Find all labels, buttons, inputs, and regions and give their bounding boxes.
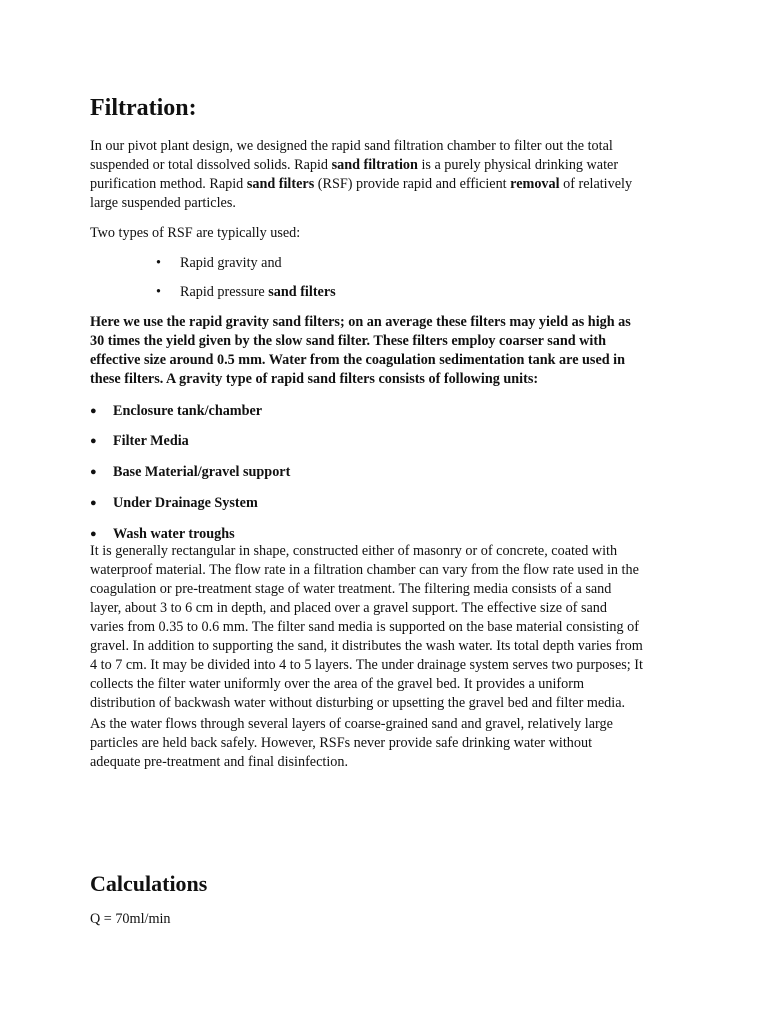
section-title-calculations: Calculations: [90, 871, 208, 896]
bold-paragraph-line: Here we use the rapid gravity sand filters; on an average these filters may yield as high as: [90, 314, 631, 330]
section-title-filtration: Filtration:: [90, 95, 197, 121]
description-line: varies from 0.35 to 0.6 mm. The filter sand media is supported on the base material consisting of: [90, 619, 639, 635]
description-line: distribution of backwash water without disturbing or upsetting the gravel bed and filter media.: [90, 695, 626, 711]
intro-text: suspended or total dissolved solids. Rapid: [90, 157, 332, 173]
bullet-icon: ●: [90, 405, 97, 417]
intro-text: large suspended particles.: [90, 195, 236, 211]
description-line: waterproof material. The flow rate in a filtration chamber can vary from the flow rate used in the: [90, 562, 639, 578]
bold-paragraph-line: effective size around 0.5 mm. Water from the coagulation sedimentation tank are used in: [90, 352, 626, 368]
flow-rate-formula: Q = 70ml/min: [90, 911, 171, 927]
intro-text: purification method. Rapid: [90, 176, 247, 192]
intro-line-3: [90, 175, 632, 194]
bullet-icon: ●: [90, 497, 97, 509]
list-item-text: Filter Media: [113, 433, 189, 449]
description-line: 4 to 7 cm. It may be divided into 4 to 5 layers. The under drainage system serves two purposes; It: [90, 657, 643, 673]
list-item-text: Under Drainage System: [113, 495, 258, 511]
intro-text: of relatively: [559, 176, 633, 192]
intro-text: (RSF) provide rapid and efficient: [314, 176, 511, 192]
description-line: particles are held back safely. However, RSFs never provide safe drinking water without: [90, 735, 593, 751]
list-item-text: Wash water troughs: [113, 526, 235, 542]
bullet-icon: ●: [90, 528, 97, 540]
description-line: collects the filter water uniformly over the area of the gravel bed. It provides a uniform: [90, 676, 585, 692]
bold-paragraph-line: 30 times the yield given by the slow sand filter. These filters employ coarser sand with: [90, 333, 606, 349]
types-intro: Two types of RSF are typically used:: [90, 225, 301, 241]
intro-text: is a purely physical drinking water: [417, 157, 619, 173]
intro-bold-term: removal: [510, 176, 560, 192]
description-line: adequate pre-treatment and final disinfection.: [90, 754, 349, 770]
list-item-bold: sand filters: [268, 284, 336, 300]
intro-line-1: [90, 137, 613, 156]
bullet-icon: •: [156, 284, 161, 300]
intro-line-4: [90, 194, 236, 213]
description-line: gravel. In addition to supporting the sand, it distributes the wash water. Its total depth varies from: [90, 638, 643, 654]
bullet-icon: •: [156, 255, 161, 271]
bullet-icon: ●: [90, 435, 97, 447]
description-line: layer, about 3 to 6 cm in depth, and placed over a gravel support. The effective size of sand: [90, 600, 607, 616]
intro-bold-term: sand filters: [246, 176, 315, 192]
description-line: coagulation or pre-treatment stage of water treatment. The filtering media consists of a sand: [90, 581, 612, 597]
intro-text: In our pivot plant design, we designed the rapid sand filtration chamber to filter out the total: [90, 138, 613, 154]
description-line: It is generally rectangular in shape, constructed either of masonry or of concrete, coated with: [90, 543, 618, 559]
intro-line-2: [90, 156, 618, 175]
bullet-icon: ●: [90, 466, 97, 478]
list-item-text: Rapid pressure: [180, 284, 269, 300]
description-line: As the water flows through several layers of coarse-grained sand and gravel, relatively large: [90, 716, 613, 732]
bold-paragraph-line: these filters. A gravity type of rapid sand filters consists of following units:: [90, 371, 539, 387]
list-item-text: Base Material/gravel support: [113, 464, 291, 480]
intro-bold-term: sand filtration: [331, 157, 418, 173]
list-item-text: Rapid gravity and: [180, 255, 282, 271]
list-item-text: Enclosure tank/chamber: [113, 403, 263, 419]
